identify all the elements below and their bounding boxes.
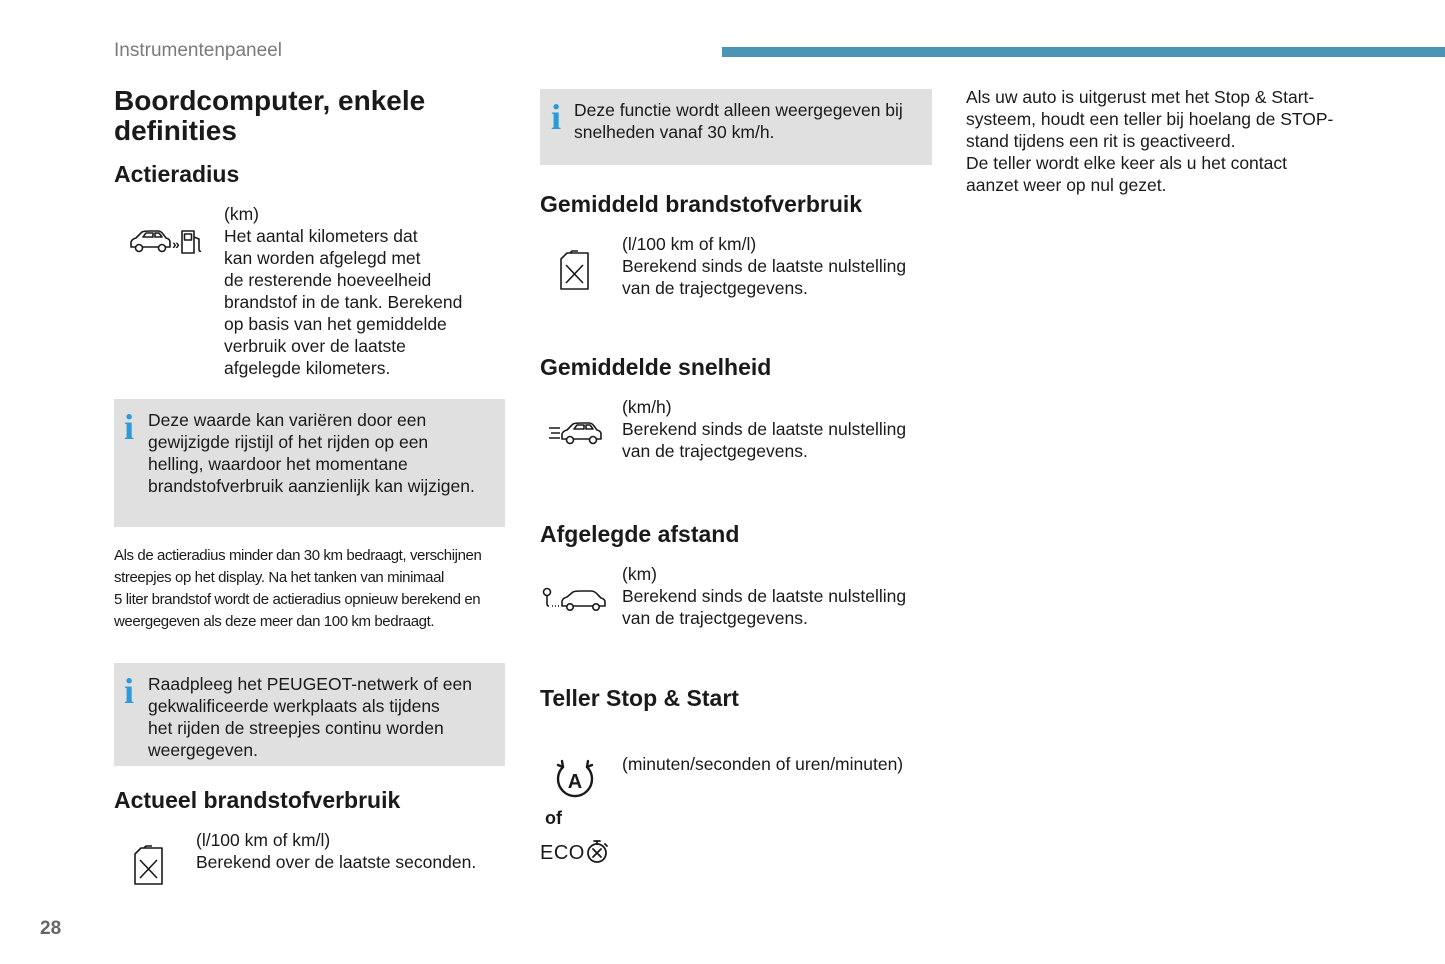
text-line: (km)	[224, 204, 259, 224]
heading-avg-consumption: Gemiddeld brandstofverbruik	[540, 191, 863, 217]
heading-avg-speed: Gemiddelde snelheid	[540, 354, 772, 380]
text-line: Berekend sinds de laatste nulstelling	[622, 256, 907, 276]
info-icon: i	[124, 407, 135, 447]
eco-timer-icon	[585, 839, 609, 870]
header-accent-bar	[722, 47, 1445, 57]
text-line: De teller wordt elke keer als u het contact	[966, 153, 1287, 173]
range-dashes-paragraph	[114, 545, 481, 633]
text-line: (l/100 km of km/l)	[196, 830, 331, 850]
section-label: Instrumentenpaneel	[114, 40, 282, 61]
text-line: verbruik over de laatste	[224, 336, 406, 356]
text-line: (km)	[622, 564, 657, 584]
text-line: brandstofverbruik aanzienlijk kan wijzigen.	[148, 476, 475, 496]
text-line: Berekend over de laatste seconden.	[196, 852, 477, 872]
info-icon: i	[551, 97, 562, 137]
info-note-speed	[540, 89, 932, 165]
text-line: Als uw auto is uitgerust met het Stop & Start-	[966, 87, 1315, 107]
text-line: weergegeven als deze meer dan 100 km bedraagt.	[114, 613, 435, 630]
heading-distance: Afgelegde afstand	[540, 521, 740, 547]
eco-label: ECO	[540, 842, 585, 864]
heading-current-consumption: Actueel brandstofverbruik	[114, 787, 401, 813]
info-note-network	[114, 663, 505, 766]
page-title-line: Boordcomputer, enkele	[114, 85, 426, 116]
text-line: Deze waarde kan variëren door een	[148, 410, 427, 430]
distance-car-icon	[542, 587, 608, 618]
text-line: Berekend sinds de laatste nulstelling	[622, 419, 907, 439]
text-line: Raadpleeg het PEUGEOT-netwerk of een	[148, 674, 472, 694]
text-line: stand tijdens een rit is geactiveerd.	[966, 131, 1236, 151]
text-line: Het aantal kilometers dat	[224, 226, 418, 246]
text-line: (minuten/seconden of uren/minuten)	[622, 754, 904, 774]
stop-start-description	[622, 753, 903, 775]
car-to-fuel-pump-icon	[128, 227, 204, 262]
text-line: gekwalificeerde werkplaats als tijdens	[148, 696, 440, 716]
range-description	[224, 203, 462, 379]
text-line: Berekend sinds de laatste nulstelling	[622, 586, 907, 606]
info-note-range	[114, 399, 505, 527]
svg-text:»: »	[172, 236, 180, 252]
current-consumption-description	[196, 829, 476, 873]
text-line: streepjes op het display. Na het tanken van minimaal	[114, 569, 444, 586]
text-line: weergegeven.	[148, 740, 258, 760]
text-line: Als de actieradius minder dan 30 km bedraagt, verschijnen	[114, 547, 482, 564]
text-line: 5 liter brandstof wordt de actieradius opnieuw berekend en	[114, 591, 481, 608]
text-line: van de trajectgegevens.	[622, 608, 808, 628]
text-line: (km/h)	[622, 397, 672, 417]
speeding-car-icon	[548, 419, 604, 452]
text-line: snelheden vanaf 30 km/h.	[574, 122, 775, 142]
heading-range: Actieradius	[114, 161, 240, 187]
text-line: aanzet weer op nul gezet.	[966, 175, 1167, 195]
text-line: afgelegde kilometers.	[224, 358, 391, 378]
text-line: brandstof in de tank. Berekend	[224, 292, 463, 312]
svg-text:A: A	[567, 771, 583, 793]
text-line: (l/100 km of km/l)	[622, 234, 757, 254]
text-line: gewijzigde rijstijl of het rijden op een	[148, 432, 429, 452]
text-line: helling, waardoor het momentane	[148, 454, 408, 474]
stop-start-a-icon	[553, 757, 597, 808]
fuel-can-icon	[558, 251, 592, 296]
page-number: 28	[40, 918, 62, 939]
text-line: de resterende hoeveelheid	[224, 270, 432, 290]
or-label: of	[545, 808, 562, 828]
avg-speed-description	[622, 396, 906, 462]
text-line: het rijden de streepjes continu worden	[148, 718, 444, 738]
info-icon: i	[124, 671, 135, 711]
fuel-can-icon	[132, 846, 166, 891]
text-line: systeem, houdt een teller bij hoelang de STOP-	[966, 109, 1334, 129]
stop-start-explanation	[966, 86, 1333, 196]
text-line: van de trajectgegevens.	[622, 278, 808, 298]
text-line: van de trajectgegevens.	[622, 441, 808, 461]
text-line: kan worden afgelegd met	[224, 248, 421, 268]
text-line: Deze functie wordt alleen weergegeven bij	[574, 100, 903, 120]
page-title	[114, 86, 425, 146]
heading-stop-start: Teller Stop & Start	[540, 685, 739, 711]
avg-consumption-description	[622, 233, 906, 299]
distance-description	[622, 563, 906, 629]
text-line: op basis van het gemiddelde	[224, 314, 447, 334]
page-title-line: definities	[114, 115, 237, 146]
